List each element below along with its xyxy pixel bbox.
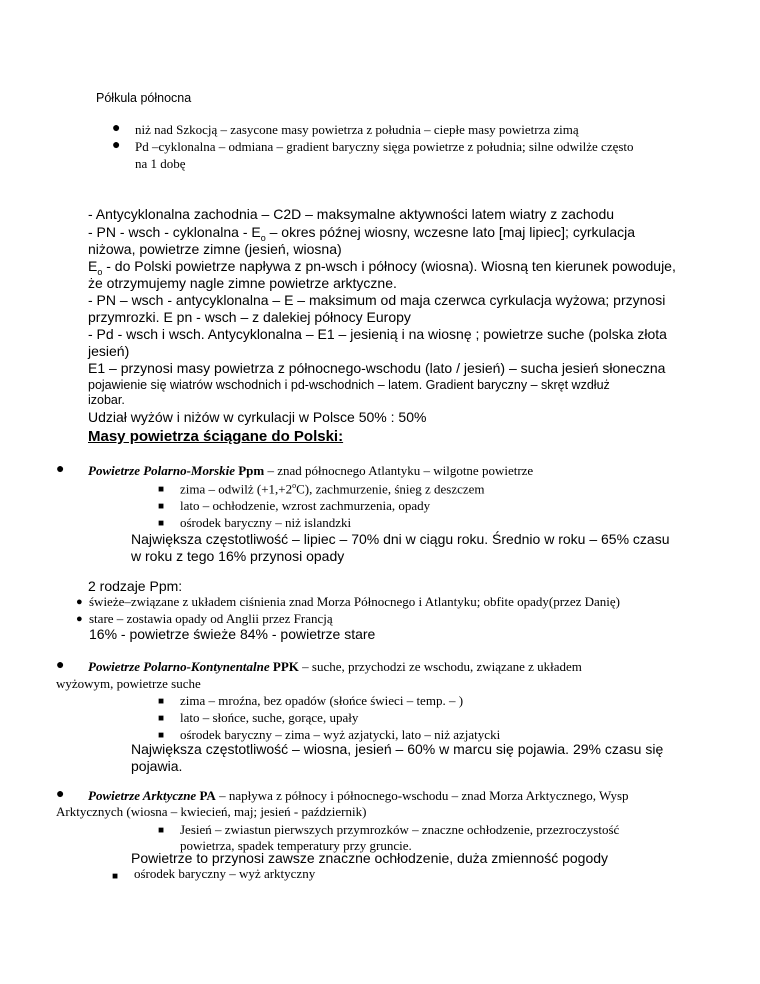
bullet-dot: ●	[112, 121, 121, 136]
square-bullet-icon: ■	[158, 825, 165, 836]
pa-heading: Powietrze Arktyczne PA – napływa z północy i północnego-wschodu – znad Morza Arktycznego, Wysp	[88, 788, 629, 803]
pa-item-osrodek: ośrodek baryczny – wyż arktyczny	[134, 866, 316, 881]
pa-item-jesien: Jesień – zwiastun pierwszych przymrozków – znaczne ochłodzenie, przezroczystość	[180, 822, 620, 837]
square-bullet-icon: ■	[158, 730, 165, 741]
bullet-dot: ●	[56, 658, 65, 673]
circ-line-12: izobar.	[88, 393, 125, 407]
circ-line-7: przymrozki. E pn - wsch – z dalekiej północy Europy	[88, 309, 411, 325]
ppk-heading: Powietrze Polarno-Kontynentalne PPK – suche, przychodzi ze wschodu, związane z układem	[88, 659, 582, 674]
square-bullet-icon: ■	[112, 871, 119, 882]
square-bullet-icon: ■	[158, 696, 165, 707]
square-bullet-icon: ■	[158, 501, 165, 512]
section-heading: Masy powietrza ściągane do Polski:	[88, 428, 344, 445]
pa-note: Powietrze to przynosi zawsze znaczne ochłodzenie, duża zmienność pogody	[131, 850, 609, 866]
pa-item-jesien-cont: powietrza, spadek temperatury przy gruncie.	[180, 838, 412, 853]
ppm-item-zima: zima – odwilż $(+1,+2^oC)$, zachmurzenie, śnieg z deszczem	[180, 481, 485, 497]
bullet-dot: ●	[56, 787, 65, 802]
circ-line-9: jesień)	[88, 343, 130, 359]
circ-line-2: - PN - wsch - cyklonalna - $E_o$ – okres późnej wiosny, wczesne lato [maj lipiec]; cyrkulacja	[88, 224, 636, 243]
circ-line-5: że otrzymujemy nagle zimne powietrze arktyczne.	[88, 275, 397, 291]
circ-line-3: niżowa, powietrze zimne (jesień, wiosna)	[88, 241, 342, 257]
ppm-freq-1: Największa częstotliwość – lipiec – 70% dni w ciągu roku. Średnio w roku – 65% czasu	[131, 531, 670, 547]
pa-heading-cont: Arktycznych (wiosna – kwiecień, maj; jesień - październik)	[56, 804, 367, 819]
circ-line-8: - Pd - wsch i wsch. Antycyklonalna – E1 – jesienią i na wiosnę ; powietrze suche (polska złota	[88, 326, 667, 342]
ppk-item-zima: zima – mroźna, bez opadów (słońce świeci – temp. – )	[180, 693, 464, 708]
circ-line-11: pojawienie się wiatrów wschodnich i pd-wschodnich – latem. Gradient baryczny – skręt wzdłuż	[88, 378, 610, 392]
bullet-dot: ●	[56, 462, 65, 477]
bullet-top-1: niż nad Szkocją – zasycone masy powietrza z południa – ciepłe masy powietrza zimą	[135, 122, 579, 137]
ppm-ratio: 16% - powietrze świeże 84% - powietrze stare	[89, 626, 376, 642]
ppk-heading-cont: wyżowym, powietrze suche	[56, 676, 201, 691]
square-bullet-icon: ■	[158, 518, 165, 529]
ppk-item-osrodek: ośrodek baryczny – zima – wyż azjatycki, lato – niż azjatycki	[180, 727, 501, 742]
ppk-item-lato: lato – słońce, suche, gorące, upały	[180, 710, 359, 725]
hemisphere-title: Półkula północna	[96, 91, 192, 105]
ppm-item-osrodek: ośrodek baryczny – niż islandzki	[180, 515, 352, 530]
ppm-freq-2: w roku z tego 16% przynosi opady	[131, 548, 345, 564]
circ-line-4: $E_o$ - do Polski powietrze napływa z pn-wsch i północy (wiosna). Wiosną ten kierunek powoduje,	[88, 258, 676, 277]
ppm-heading: Powietrze Polarno-Morskie Ppm – znad północnego Atlantyku – wilgotne powietrze	[88, 463, 534, 478]
circ-line-13: Udział wyżów i niżów w cyrkulacji w Polsce 50% : 50%	[88, 409, 427, 425]
ppm-item-lato: lato – ochłodzenie, wzrost zachmurzenia, opady	[180, 498, 431, 513]
bullet-top-2: Pd –cyklonalna – odmiana – gradient baryczny sięga powietrze z południa; silne odwilże często	[135, 139, 634, 154]
circ-line-1: - Antycyklonalna zachodnia – C2D – maksymalne aktywności latem wiatry z zachodu	[88, 206, 615, 222]
ppm-type-fresh: świeże–związane z układem ciśnienia znad Morza Północnego i Atlantyku; obfite opady(przez Danię)	[89, 594, 620, 609]
ppm-type-old: stare – zostawia opady od Anglii przez Francją	[89, 611, 333, 626]
bullet-dot: ●	[76, 613, 83, 625]
square-bullet-icon: ■	[158, 484, 165, 495]
square-bullet-icon: ■	[158, 713, 165, 724]
ppm-types-title: 2 rodzaje Ppm:	[88, 578, 183, 594]
ppk-freq-1: Największa częstotliwość – wiosna, jesień – 60% w marcu się pojawia. 29% czasu się	[131, 741, 664, 757]
bullet-dot: ●	[76, 596, 83, 608]
ppk-freq-2: pojawia.	[131, 758, 183, 774]
circ-line-10: E1 – przynosi masy powietrza z północnego-wschodu (lato / jesień) – sucha jesień słoneczna	[88, 360, 666, 376]
bullet-dot: ●	[112, 138, 121, 153]
circ-line-6: - PN – wsch - antycyklonalna – E – maksimum od maja czerwca cyrkulacja wyżowa; przynosi	[88, 292, 666, 308]
bullet-top-2-cont: na 1 dobę	[135, 156, 186, 171]
